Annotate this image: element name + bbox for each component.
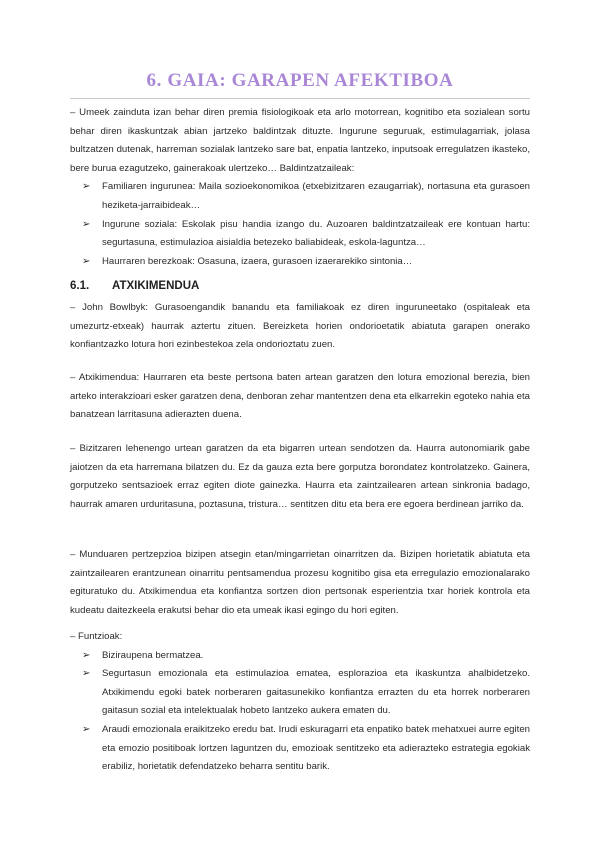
functions-list <box>70 647 530 777</box>
list-item <box>70 253 530 272</box>
intro-bullet-list <box>70 178 530 271</box>
list-item-text: Araudi emozionala eraikitzeko eredu bat. Irudi eskuragarri eta enpatiko batek mehatxuei aurre egiten eta emozio positiboak lortzen laguntzen du, emozioak sentitzeko eta adierazteko estrategia egokiak erabiliz, horietatik defendatzeko beharra sentitu barik. <box>102 723 530 773</box>
functions-block <box>70 628 530 777</box>
title-divider <box>70 98 530 99</box>
list-item-text: Haurraren berezkoak: Osasuna, izaera, gurasoen izaerarekiko sintonia… <box>102 255 413 267</box>
functions-label: – Funtzioak: <box>70 631 123 642</box>
paragraph-mundua <box>70 546 530 620</box>
body-paragraph: – John Bowlbyk: Gurasoengandik banandu eta familiakoak ez diren inguruneetako (ospitaleak eta umezurtz-etxeak) haurrak aztertu zituen. Bereizketa horien ondorioetatik abiatuta garapen onerako konfiantzazko lotura hori ezinbestekoa zela ondorioztatu zuen. <box>70 302 530 351</box>
body-paragraph: – Munduaren pertzepzioa bizipen atsegin etan/mingarrietan oinarritzen da. Bizipen horietatik abiatuta eta zaintzailearen erantzunean oinarritu pentsamendua prozesu kognitibo gisa eta erregulazio emozionalarako egituratuko du. Atxikimendua eta konfiantza sortzen dion pertsonak esperientzia txar horiek kontrola eta kudeatu daitezkeela erakutsi behar dio eta umeak ikasi egingo du hori egiten. <box>70 549 530 616</box>
list-item-text: Familiaren ingurunea: Maila sozioekonomikoa (etxebizitzaren ezaugarriak), nortasuna eta gurasoen heziketa-jarraibideak… <box>102 181 530 211</box>
list-item <box>70 178 530 215</box>
chapter-title: 6. GAIA: GARAPEN AFEKTIBOA <box>146 70 454 91</box>
list-item-text: Ingurune soziala: Eskolak pisu handia izango du. Auzoaren baldintzatzaileak ere kontuan hartu: segurtasuna, estimulazioa aisialdia betezeko baliabideak, eskola-laguntza… <box>102 218 530 249</box>
body-paragraph: – Bizitzaren lehenengo urtean garatzen da eta bigarren urtean sendotzen da. Haurra autonomiarik gabe jaiotzen da eta harremana bilatzen du. Ez da gauza ezta bere gorputza borondatez kontrolatzeko. Gainera, gorputzeko sentsazioek erraz egiten diote gainezka. Haurra eta zaintzailearen artean sinkronia badago, haurrak amaren urduritasuna, poztasuna, tristura… sentitzen ditu eta bera ere egoera berdinean jarriko da. <box>70 443 530 510</box>
section-number: 6.1. <box>70 280 90 292</box>
arrow-bullet-icon: ➢ <box>82 181 91 193</box>
list-item <box>70 721 530 777</box>
list-item-text: Biziraupena bermatzea. <box>102 649 204 661</box>
section-title: ATXIKIMENDUA <box>112 280 200 292</box>
paragraph-bowlby <box>70 299 530 355</box>
intro-block <box>70 104 530 271</box>
arrow-bullet-icon: ➢ <box>82 668 91 680</box>
body-paragraph: – Atxikimendua: Haurraren eta beste pertsona baten artean garatzen den lotura emozional berezia, bien arteko interakzioari esker garatzen dena, denboran zehar mantentzen dena eta elkarrekin egoteko nahia eta banatzean larritasuna adierazten duena. <box>70 372 530 421</box>
arrow-bullet-icon: ➢ <box>82 255 91 267</box>
list-item-text: Segurtasun emozionala eta estimulazioa ematea, esplorazioa eta ikaskuntza ahalbidetzeko. Atxikimendu egoki batek norberaren gaitasunekiko konfiantza errazten du eta horrek norberaren gaitasun sozial eta intelektualak hobeto lantzeko aukera ematen du. <box>102 668 530 717</box>
arrow-bullet-icon: ➢ <box>82 649 91 661</box>
paragraph-bizitza <box>70 440 530 514</box>
list-item <box>70 665 530 721</box>
intro-paragraph: – Umeek zainduta izan behar diren premia fisiologikoak eta arlo motorrean, kognitibo eta sozialean sortu behar diren ikaskuntzak abian jartzeko baldintzak dituzte. Ingurune seguruak, estimulagarriak, jolasa bultzatzen dutenak, harreman sozialak lantzeko sare bat, enpatia lantzeko, inputsoak erregulatzen ikasteko, bere burua ezagutzeko, gainerakoak ulertzeko… Baldintzatzaileak: <box>70 107 530 174</box>
section-heading <box>70 280 199 292</box>
arrow-bullet-icon: ➢ <box>82 218 91 230</box>
arrow-bullet-icon: ➢ <box>82 723 91 735</box>
list-item <box>70 216 530 253</box>
paragraph-atxikimendua <box>70 369 530 425</box>
list-item <box>70 647 530 666</box>
